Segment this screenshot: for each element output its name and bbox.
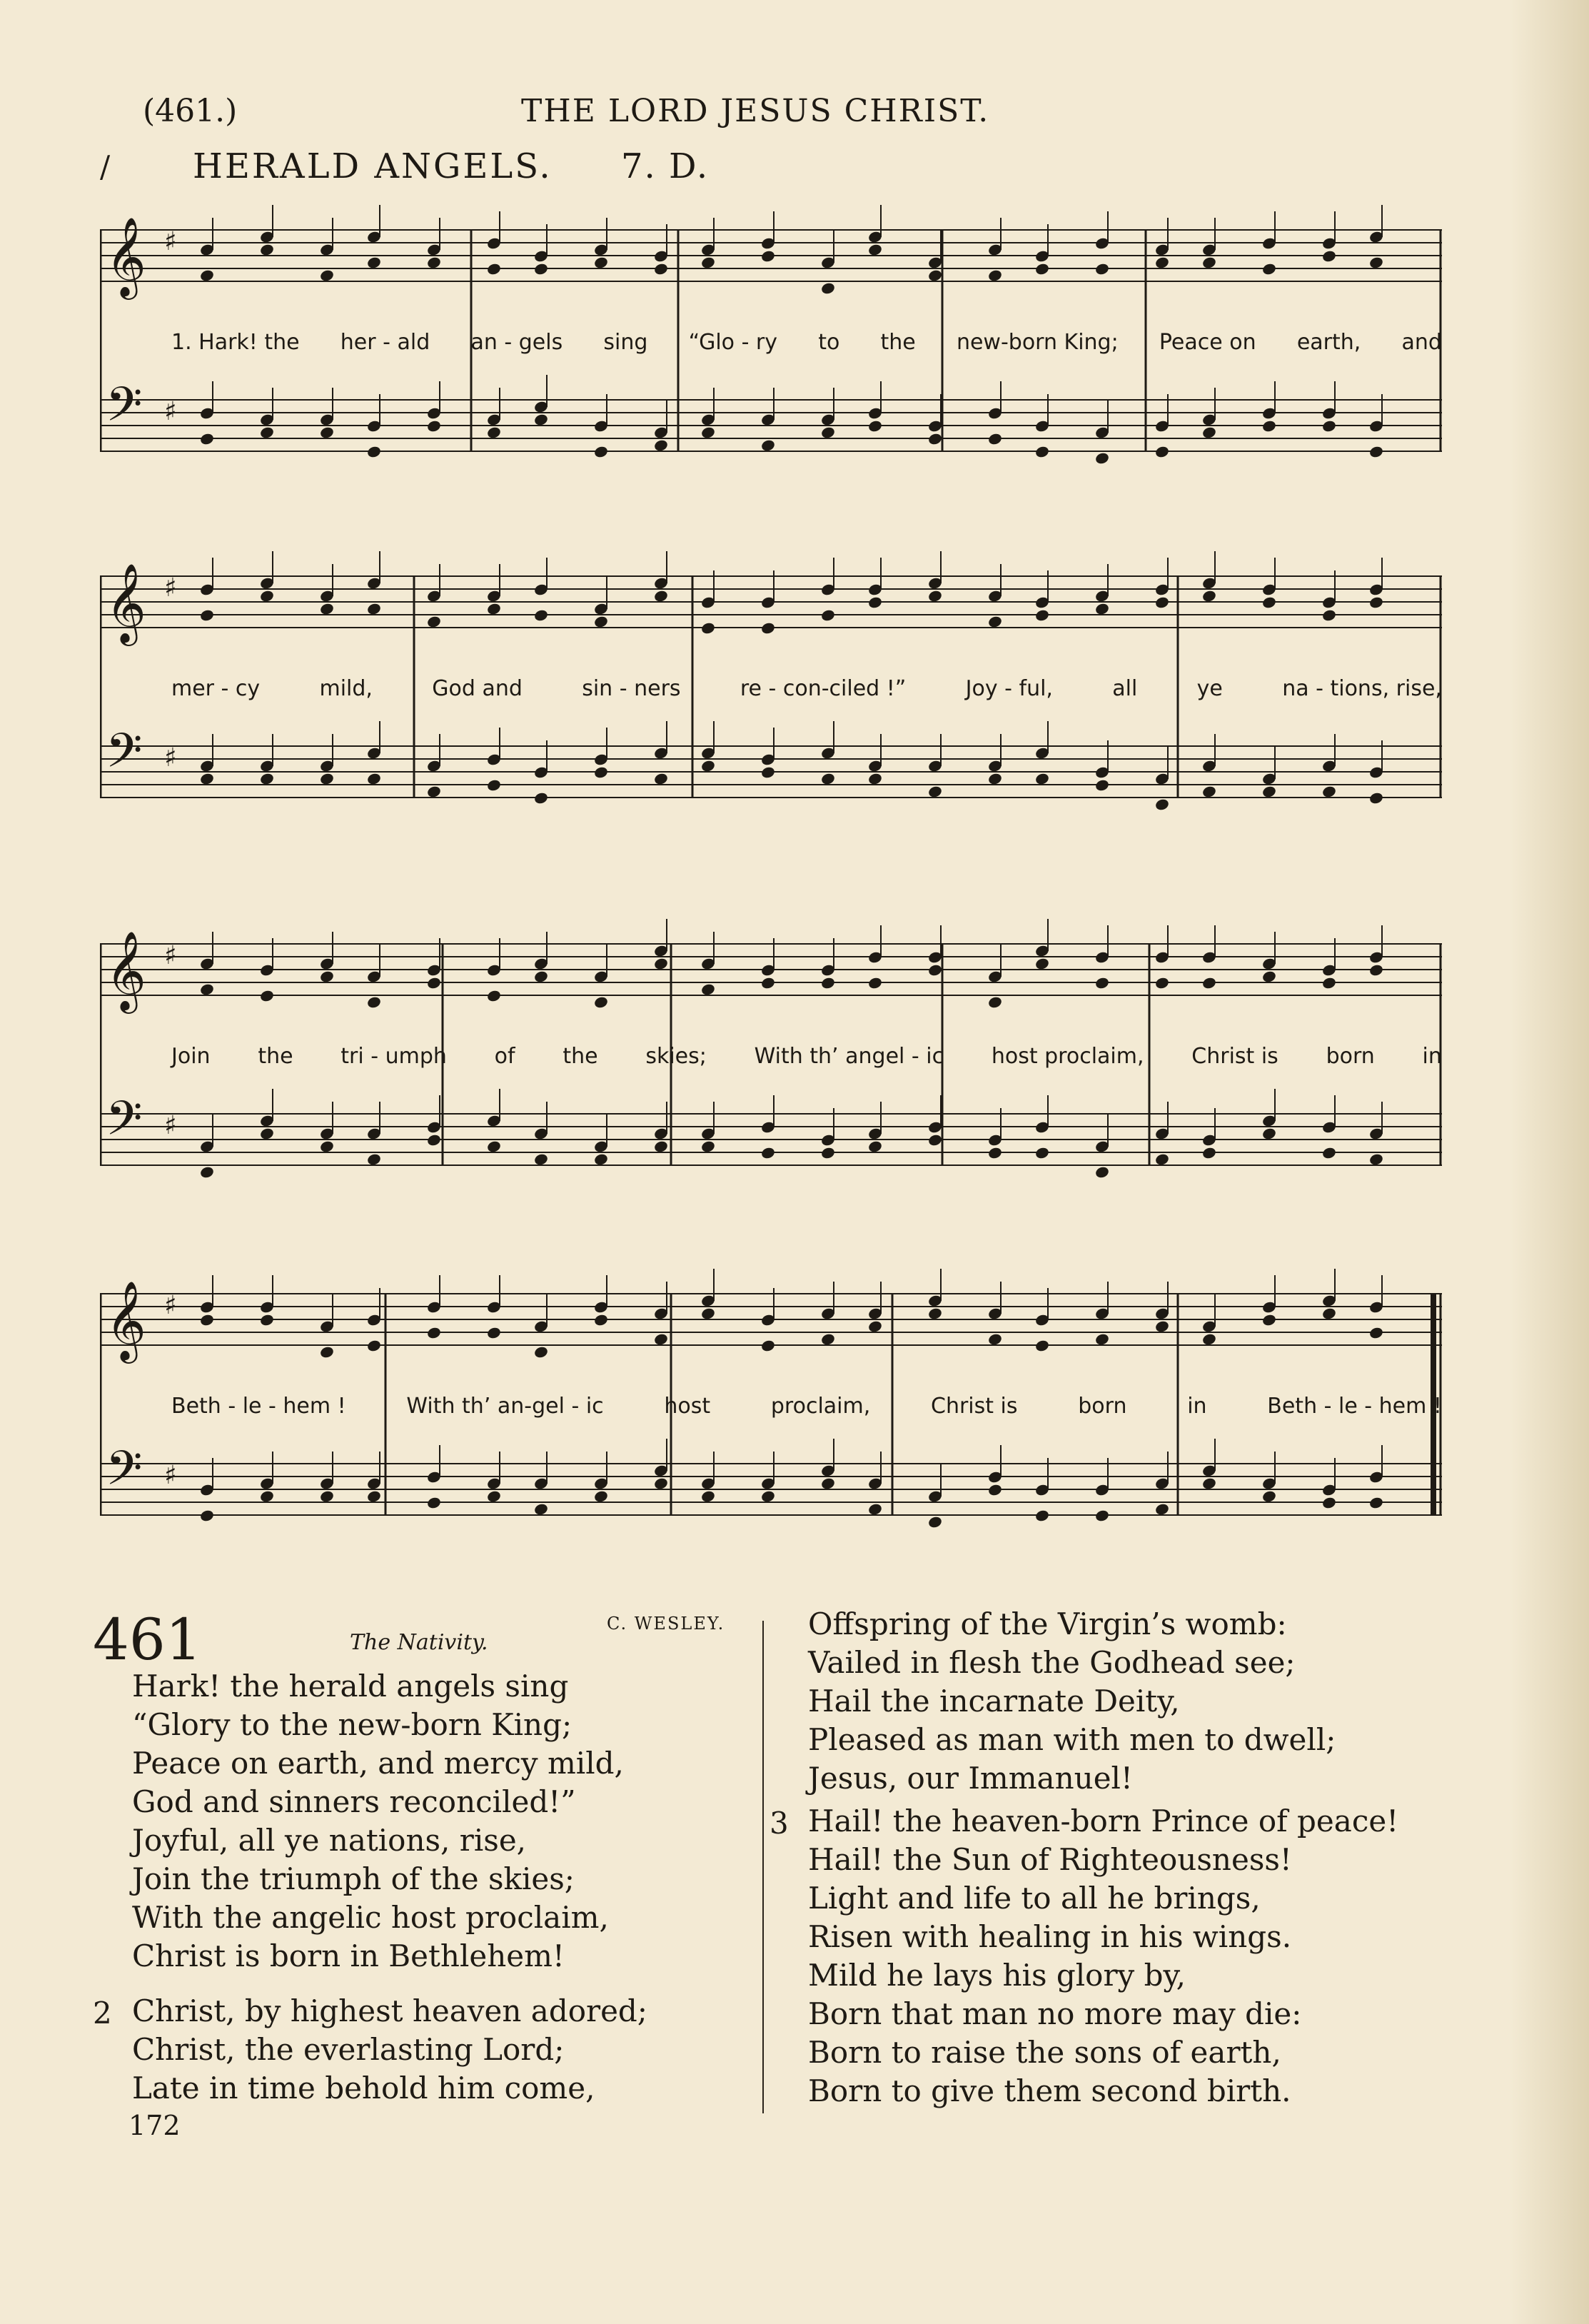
treble-clef-icon: 𝄞 — [106, 930, 146, 1010]
music-system-4 — [100, 1264, 1442, 1621]
note-head — [533, 1345, 549, 1359]
note-head — [319, 970, 335, 983]
lyric-syllable: born — [1078, 1394, 1127, 1419]
note-head — [700, 621, 716, 635]
note-head — [700, 982, 716, 996]
music-system-1 — [100, 200, 1442, 557]
lyric-syllable: ye — [1196, 676, 1223, 701]
note-head — [319, 268, 335, 282]
lyric-syllable: in — [1187, 1394, 1207, 1419]
lyric-row-3 — [171, 1044, 1442, 1075]
note-head — [653, 957, 669, 970]
note-head — [1094, 778, 1110, 792]
note-head — [1154, 798, 1170, 811]
lyric-syllable: proclaim, — [770, 1394, 871, 1419]
note-head — [366, 772, 382, 785]
note-head — [760, 1146, 776, 1160]
verse-3 — [808, 1802, 1398, 2111]
lyric-syllable: sing — [603, 330, 648, 355]
note-head — [1094, 451, 1110, 465]
page-number: 172 — [128, 2110, 181, 2141]
note-head — [927, 1515, 943, 1529]
lyric-syllable: skies; — [645, 1044, 707, 1069]
note-head — [1261, 1127, 1277, 1140]
running-head — [143, 93, 999, 143]
note-head — [700, 426, 716, 439]
sharp-sign-icon: ♯ — [164, 227, 177, 256]
note-head — [1368, 963, 1384, 977]
note-head — [426, 419, 442, 433]
note-head — [486, 1140, 502, 1153]
note-head — [199, 982, 215, 996]
note-head — [653, 1140, 669, 1153]
note-head — [533, 1502, 549, 1516]
note-head — [1034, 772, 1050, 785]
lyric-syllable: host — [664, 1394, 711, 1419]
note-head — [199, 608, 215, 622]
note-head — [1154, 1152, 1170, 1166]
bass-clef-icon: 𝄢 — [106, 1091, 143, 1157]
note-head — [867, 419, 883, 433]
note-head — [426, 256, 442, 269]
sharp-sign-icon: ♯ — [164, 397, 177, 426]
lyric-syllable: the — [880, 330, 916, 355]
note-head — [760, 1339, 776, 1352]
note-head — [987, 995, 1003, 1009]
lyric-syllable: Join — [171, 1044, 211, 1069]
note-head — [653, 772, 669, 785]
note-head — [1368, 256, 1384, 269]
note-head — [653, 589, 669, 603]
note-head — [1261, 262, 1277, 276]
hymn-number: 461 — [93, 1606, 202, 1673]
note-head — [426, 615, 442, 628]
note-head — [366, 1152, 382, 1166]
note-head — [593, 615, 609, 628]
note-head — [533, 791, 549, 805]
note-head — [987, 615, 1003, 628]
note-head — [653, 262, 669, 276]
lyric-syllable: With th’ an-gel - ic — [406, 1394, 604, 1419]
note-head — [319, 426, 335, 439]
note-head — [259, 1313, 275, 1327]
verse-3-number: 3 — [770, 1806, 789, 1841]
note-head — [867, 1502, 883, 1516]
note-head — [760, 438, 776, 452]
note-head — [1201, 589, 1217, 603]
note-head — [1368, 1152, 1384, 1166]
verse-line: Jesus, our Immanuel! — [808, 1761, 1133, 1796]
note-head — [199, 1509, 215, 1522]
verse-line: Peace on earth, and mercy mild, — [132, 1746, 624, 1781]
music-system-2 — [100, 546, 1442, 903]
lyric-syllable: tri - umph — [340, 1044, 447, 1069]
note-head — [1154, 1319, 1170, 1333]
note-head — [366, 995, 382, 1009]
note-head — [486, 989, 502, 1002]
note-head — [1261, 595, 1277, 609]
note-head — [867, 595, 883, 609]
note-head — [259, 426, 275, 439]
note-head — [1094, 1165, 1110, 1179]
note-head — [700, 1140, 716, 1153]
note-head — [593, 445, 609, 458]
verse-line: Born to raise the sons of earth, — [808, 2035, 1281, 2070]
note-head — [987, 1483, 1003, 1496]
note-head — [1201, 1477, 1217, 1490]
note-head — [820, 976, 836, 990]
verse-line: Vailed in flesh the Godhead see; — [808, 1645, 1296, 1680]
note-head — [867, 976, 883, 990]
note-head — [820, 1146, 836, 1160]
lyric-syllable: mild, — [319, 676, 373, 701]
tune-heading — [100, 146, 742, 196]
note-head — [1154, 976, 1170, 990]
verse-2 — [132, 1992, 647, 2108]
note-head — [199, 432, 215, 446]
note-head — [1368, 1326, 1384, 1339]
note-head — [1321, 419, 1337, 433]
bass-clef-icon: 𝄢 — [106, 377, 143, 443]
note-head — [867, 1140, 883, 1153]
lyric-syllable: and — [1401, 330, 1442, 355]
note-head — [1094, 262, 1110, 276]
note-head — [1321, 1307, 1337, 1320]
note-head — [593, 995, 609, 1009]
note-head — [927, 268, 943, 282]
note-head — [486, 1326, 502, 1339]
note-head — [1321, 249, 1337, 263]
note-head — [486, 778, 502, 792]
sharp-sign-icon: ♯ — [164, 573, 177, 603]
note-head — [987, 772, 1003, 785]
running-title: THE LORD JESUS CHRIST. — [521, 93, 990, 129]
note-head — [1154, 256, 1170, 269]
note-head — [426, 1326, 442, 1339]
lyric-syllable: “Glo - ry — [688, 330, 778, 355]
verse-line: Risen with healing in his wings. — [808, 1919, 1292, 1954]
note-head — [987, 1332, 1003, 1346]
note-head — [1154, 445, 1170, 458]
note-head — [927, 963, 943, 977]
note-head — [199, 1165, 215, 1179]
note-head — [700, 256, 716, 269]
note-head — [1034, 1146, 1050, 1160]
lyric-syllable: God and — [432, 676, 523, 701]
note-head — [533, 262, 549, 276]
treble-clef-icon: 𝄞 — [106, 563, 146, 643]
lyric-syllable: na - tions, rise, — [1282, 676, 1442, 701]
note-head — [1034, 445, 1050, 458]
verse-1 — [132, 1667, 624, 1976]
note-head — [486, 262, 502, 276]
column-divider — [762, 1621, 764, 2113]
lyric-syllable: in — [1422, 1044, 1442, 1069]
note-head — [1034, 1339, 1050, 1352]
note-head — [486, 426, 502, 439]
lyric-row-2 — [171, 676, 1442, 708]
note-head — [199, 268, 215, 282]
verse-line: Christ, by highest heaven adored; — [132, 1993, 647, 2028]
note-head — [927, 1307, 943, 1320]
note-head — [259, 589, 275, 603]
verse-line: With the angelic host proclaim, — [132, 1900, 609, 1935]
bass-clef-icon: 𝄢 — [106, 723, 143, 790]
note-head — [867, 243, 883, 256]
note-head — [867, 1319, 883, 1333]
note-head — [1201, 1146, 1217, 1160]
note-head — [486, 602, 502, 615]
sharp-sign-icon: ♯ — [164, 743, 177, 773]
lyric-syllable: born — [1326, 1044, 1375, 1069]
note-head — [319, 1140, 335, 1153]
note-head — [1368, 595, 1384, 609]
note-head — [1368, 791, 1384, 805]
lyric-syllable: Joy - ful, — [965, 676, 1053, 701]
verse-line: Christ, the everlasting Lord; — [132, 2032, 565, 2067]
note-head — [1201, 1332, 1217, 1346]
note-head — [319, 1489, 335, 1503]
note-head — [700, 759, 716, 773]
note-head — [1094, 976, 1110, 990]
note-head — [319, 772, 335, 785]
note-head — [593, 1152, 609, 1166]
lyric-syllable: mer - cy — [171, 676, 261, 701]
note-head — [319, 602, 335, 615]
lyric-row-1 — [171, 330, 1442, 361]
note-head — [653, 438, 669, 452]
note-head — [319, 1345, 335, 1359]
hymn-author: C. WESLEY. — [607, 1614, 725, 1634]
verse-line: Join the triumph of the skies; — [132, 1861, 575, 1896]
note-head — [700, 1307, 716, 1320]
note-head — [199, 772, 215, 785]
note-head — [1094, 1332, 1110, 1346]
note-head — [1261, 419, 1277, 433]
tune-name: HERALD ANGELS. — [193, 146, 553, 186]
sharp-sign-icon: ♯ — [164, 1291, 177, 1320]
note-head — [927, 589, 943, 603]
treble-clef-icon: 𝄞 — [106, 216, 146, 296]
lyric-syllable: re - con-ciled !” — [740, 676, 907, 701]
lyric-syllable: 1. Hark! the — [171, 330, 300, 355]
note-head — [1154, 1502, 1170, 1516]
lyric-syllable: Beth - le - hem ! — [1267, 1394, 1442, 1419]
note-head — [1321, 1496, 1337, 1509]
note-head — [760, 621, 776, 635]
note-head — [426, 785, 442, 798]
note-head — [927, 432, 943, 446]
note-head — [820, 1332, 836, 1346]
verse-line: Light and life to all he brings, — [808, 1881, 1261, 1916]
note-head — [1321, 976, 1337, 990]
lyric-syllable: sin - ners — [582, 676, 681, 701]
lyric-syllable: all — [1112, 676, 1138, 701]
verse-line: Born to give them second birth. — [808, 2073, 1291, 2108]
note-head — [1261, 785, 1277, 798]
note-head — [927, 785, 943, 798]
verse-line: Offspring of the Virgin’s womb: — [808, 1606, 1287, 1641]
lyric-syllable: With th’ angel - ic — [754, 1044, 944, 1069]
treble-clef-icon: 𝄞 — [106, 1280, 146, 1360]
verse-line: Joyful, all ye nations, rise, — [132, 1823, 527, 1858]
verse-line: Hail the incarnate Deity, — [808, 1684, 1180, 1719]
note-head — [1094, 1509, 1110, 1522]
note-head — [426, 976, 442, 990]
note-head — [1034, 608, 1050, 622]
lyric-syllable: the — [563, 1044, 598, 1069]
note-head — [1321, 1146, 1337, 1160]
sharp-sign-icon: ♯ — [164, 1461, 177, 1490]
note-head — [259, 243, 275, 256]
lyric-row-4 — [171, 1394, 1442, 1425]
lyric-syllable: her - ald — [340, 330, 430, 355]
lyric-syllable: host proclaim, — [991, 1044, 1144, 1069]
lyric-syllable: new-born King; — [956, 330, 1119, 355]
note-head — [867, 772, 883, 785]
note-head — [987, 268, 1003, 282]
note-head — [820, 608, 836, 622]
note-head — [259, 1489, 275, 1503]
note-head — [366, 1339, 382, 1352]
note-head — [366, 256, 382, 269]
note-head — [1201, 426, 1217, 439]
lyric-syllable: Christ is — [1191, 1044, 1278, 1069]
note-head — [426, 1133, 442, 1147]
note-head — [533, 413, 549, 426]
verse-line: Late in time behold him come, — [132, 2071, 595, 2106]
verse-line: Pleased as man with men to dwell; — [808, 1722, 1336, 1757]
note-head — [486, 1489, 502, 1503]
page-edge-shadow — [1510, 0, 1589, 2324]
note-head — [1201, 256, 1217, 269]
verse-line: Born that man no more may die: — [808, 1996, 1302, 2031]
note-head — [1368, 445, 1384, 458]
note-head — [1034, 1509, 1050, 1522]
note-head — [1154, 595, 1170, 609]
note-head — [533, 970, 549, 983]
bass-clef-icon: 𝄢 — [106, 1441, 143, 1507]
note-head — [366, 1489, 382, 1503]
lyric-syllable: an - gels — [470, 330, 563, 355]
note-head — [1261, 1489, 1277, 1503]
note-head — [760, 765, 776, 779]
note-head — [593, 1489, 609, 1503]
lyric-syllable: the — [258, 1044, 293, 1069]
lyric-syllable: Peace on — [1159, 330, 1256, 355]
note-head — [820, 426, 836, 439]
lyric-syllable: Christ is — [931, 1394, 1018, 1419]
note-head — [1034, 957, 1050, 970]
note-head — [1094, 602, 1110, 615]
note-head — [593, 1313, 609, 1327]
verse-line: Mild he lays his glory by, — [808, 1958, 1186, 1993]
note-head — [366, 602, 382, 615]
verse-line: Hark! the herald angels sing — [132, 1669, 569, 1704]
note-head — [533, 1152, 549, 1166]
verse-line: God and sinners reconciled!” — [132, 1784, 576, 1819]
note-head — [1321, 785, 1337, 798]
tune-mark: / — [100, 149, 111, 184]
note-head — [820, 1477, 836, 1490]
note-head — [259, 772, 275, 785]
verse-line: Hail! the Sun of Righteousness! — [808, 1842, 1292, 1877]
note-head — [1261, 970, 1277, 983]
note-head — [987, 432, 1003, 446]
note-head — [593, 765, 609, 779]
note-head — [653, 1477, 669, 1490]
note-head — [927, 1133, 943, 1147]
note-head — [1201, 976, 1217, 990]
lyric-syllable: Beth - le - hem ! — [171, 1394, 346, 1419]
lyric-syllable: to — [818, 330, 840, 355]
verse-line: Hail! the heaven-born Prince of peace! — [808, 1804, 1399, 1838]
tune-meter: 7. D. — [621, 146, 710, 186]
note-head — [820, 772, 836, 785]
lyric-syllable: earth, — [1296, 330, 1361, 355]
note-head — [653, 1332, 669, 1346]
note-head — [1201, 785, 1217, 798]
note-head — [760, 976, 776, 990]
lyric-syllable: of — [494, 1044, 515, 1069]
note-head — [1034, 262, 1050, 276]
music-system-3 — [100, 914, 1442, 1271]
sharp-sign-icon: ♯ — [164, 941, 177, 970]
verse-line: “Glory to the new-born King; — [132, 1707, 572, 1742]
verse-2-number: 2 — [93, 1996, 112, 2031]
note-head — [1261, 1313, 1277, 1327]
note-head — [259, 989, 275, 1002]
note-head — [1321, 608, 1337, 622]
note-head — [1368, 1496, 1384, 1509]
note-head — [259, 1127, 275, 1140]
sharp-sign-icon: ♯ — [164, 1111, 177, 1140]
page-reference: (461.) — [143, 93, 238, 129]
verse-line: Christ is born in Bethlehem! — [132, 1938, 565, 1973]
note-head — [987, 1146, 1003, 1160]
note-head — [533, 608, 549, 622]
note-head — [760, 1489, 776, 1503]
note-head — [760, 249, 776, 263]
note-head — [366, 445, 382, 458]
note-head — [700, 1489, 716, 1503]
hymn-subtitle: The Nativity. — [350, 1630, 488, 1655]
note-head — [593, 256, 609, 269]
note-head — [199, 1313, 215, 1327]
note-head — [820, 281, 836, 295]
verse-2-continued — [808, 1605, 1336, 1798]
note-head — [426, 1496, 442, 1509]
